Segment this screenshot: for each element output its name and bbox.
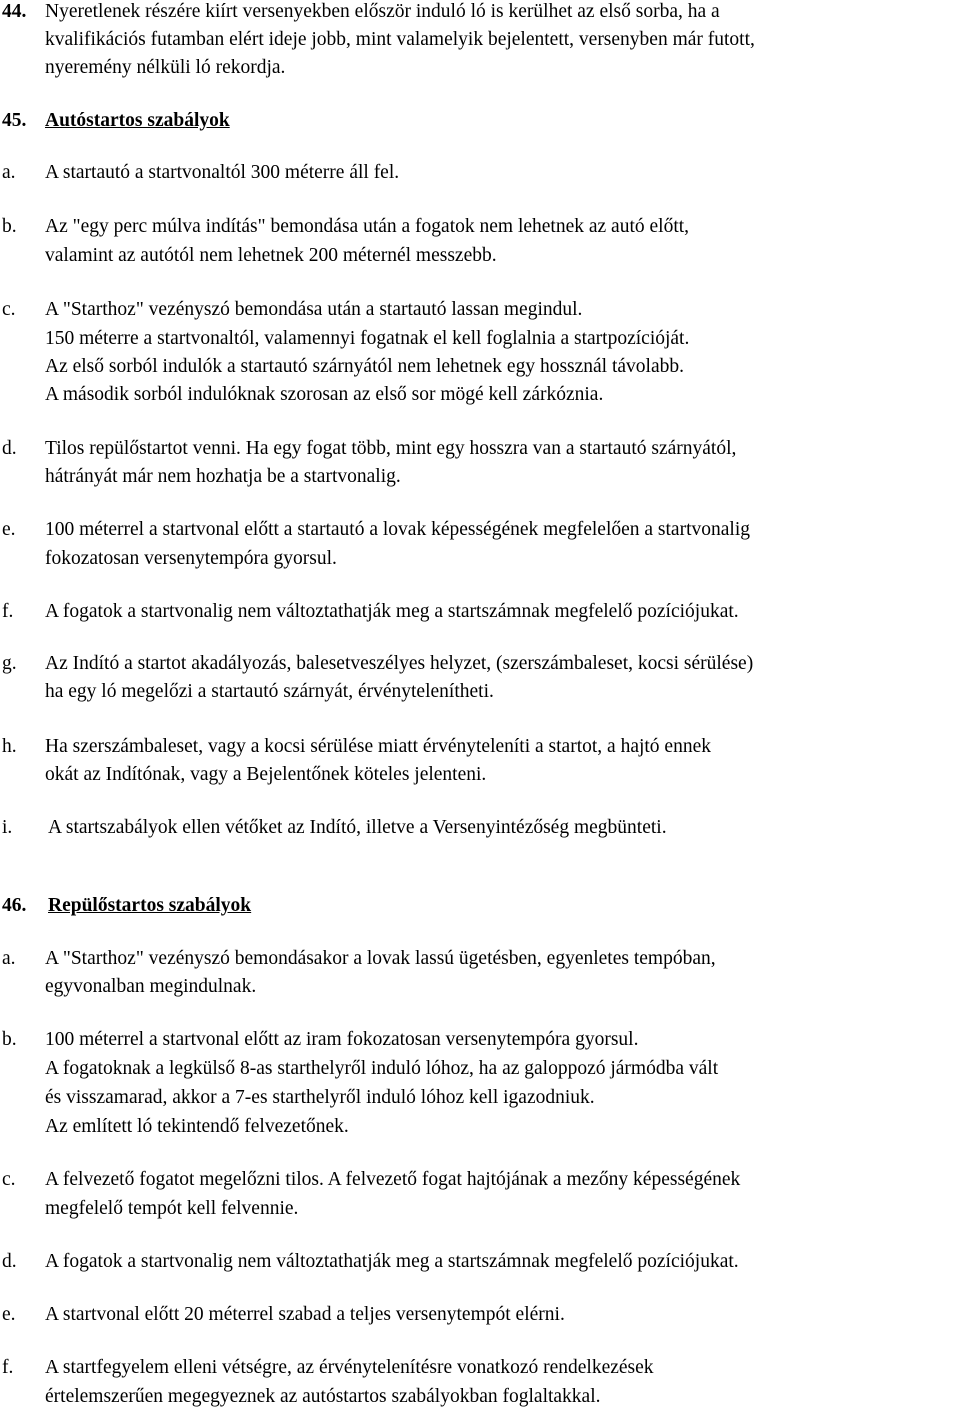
item-line: fokozatosan versenytempóra gyorsul. <box>45 548 337 569</box>
item-label: e. <box>2 1304 16 1325</box>
item-label: b. <box>2 1029 17 1050</box>
section-number: 45. <box>2 110 27 131</box>
item-label: c. <box>2 299 16 320</box>
item-label: d. <box>2 1251 17 1272</box>
item-line: hátrányát már nem hozhatja be a startvonalig. <box>45 466 401 487</box>
item-label: b. <box>2 216 17 237</box>
item-label: f. <box>2 1357 14 1378</box>
item-line: A "Starthoz" vezényszó bemondásakor a lovak lassú ügetésben, egyenletes tempóban, <box>45 948 716 969</box>
item-label: c. <box>2 1169 16 1190</box>
item-line: és visszamarad, akkor a 7-es starthelyről induló lóhoz kell igazodniuk. <box>45 1087 595 1108</box>
item-line: 100 méterrel a startvonal előtt a startautó a lovak képességének megfelelően a startvonalig <box>45 519 750 540</box>
item-line: Az "egy perc múlva indítás" bemondása után a fogatok nem lehetnek az autó előtt, <box>45 216 690 237</box>
section-number: 44. <box>2 1 27 22</box>
item-line: valamint az autótól nem lehetnek 200 méternél messzebb. <box>45 245 497 266</box>
item-line: A startautó a startvonaltól 300 méterre áll fel. <box>45 162 400 183</box>
item-line: megfelelő tempót kell felvennie. <box>45 1198 299 1219</box>
item-line: A startfegyelem elleni vétségre, az érvénytelenítésre vonatkozó rendelkezések <box>45 1357 654 1378</box>
section-heading: Autóstartos szabályok <box>45 110 230 131</box>
item-label: d. <box>2 438 17 459</box>
section-heading: Repülőstartos szabályok <box>48 895 252 916</box>
item-label: i. <box>2 817 13 838</box>
item-line: Az Indító a startot akadályozás, balesetveszélyes helyzet, (szerszámbaleset, kocsi sérülése) <box>45 653 754 674</box>
item-line: A második sorból indulóknak szorosan az első sor mögé kell zárkóznia. <box>45 384 604 405</box>
item-label: e. <box>2 519 16 540</box>
item-line: A fogatoknak a legkülső 8-as starthelyről induló lóhoz, ha az galoppozó jármódba vált <box>45 1058 719 1079</box>
item-line: egyvonalban megindulnak. <box>45 976 257 997</box>
item-line: 150 méterre a startvonaltól, valamennyi fogatnak el kell foglalnia a startpozícióját. <box>45 328 690 349</box>
item-line: Ha szerszámbaleset, vagy a kocsi sérülése miatt érvényteleníti a startot, a hajtó ennek <box>45 736 711 757</box>
item-label: a. <box>2 162 16 183</box>
item-line: okát az Indítónak, vagy a Bejelentőnek köteles jelenteni. <box>45 764 487 785</box>
item-line: Tilos repülőstartot venni. Ha egy fogat több, mint egy hosszra van a startautó szárnyától, <box>45 438 737 459</box>
item-line: A fogatok a startvonalig nem változtathatják meg a startszámnak megfelelő pozíciójukat. <box>45 1251 739 1272</box>
item-label: g. <box>2 653 17 674</box>
item-line: A startvonal előtt 20 méterrel szabad a teljes versenytempót elérni. <box>45 1304 565 1325</box>
section-number: 46. <box>2 895 27 916</box>
item-line: Az említett ló tekintendő felvezetőnek. <box>45 1116 349 1137</box>
item-label: a. <box>2 948 16 969</box>
item-line: A fogatok a startvonalig nem változtathatják meg a startszámnak megfelelő pozíciójukat. <box>45 601 739 622</box>
item-label: f. <box>2 601 14 622</box>
item-line: 100 méterrel a startvonal előtt az iram fokozatosan versenytempóra gyorsul. <box>45 1029 639 1050</box>
item-line: értelemszerűen megegyeznek az autóstartos szabályokban foglaltakkal. <box>45 1386 601 1407</box>
item-line: ha egy ló megelőzi a startautó szárnyát, érvényteleníthetі. <box>45 681 494 702</box>
paragraph-line: Nyeretlenek részére kiírt versenyekben először induló ló is kerülhet az első sorba, ha a <box>45 1 720 22</box>
item-line: A "Starthoz" vezényszó bemondása után a startautó lassan megindul. <box>45 299 583 320</box>
item-label: h. <box>2 736 17 757</box>
paragraph-line: kvalifikációs futamban elért ideje jobb, mint valamelyik bejelentett, versenyben már futott, <box>45 29 755 50</box>
item-line: A startszabályok ellen vétőket az Indító, illetve a Versenyintézőség megbünteti. <box>48 817 667 838</box>
item-line: Az első sorból indulók a startautó szárnyától nem lehetnek egy hossznál távolabb. <box>45 356 684 377</box>
item-line: A felvezető fogatot megelőzni tilos. A felvezető fogat hajtójának a mezőny képességének <box>45 1169 741 1190</box>
paragraph-line: nyeremény nélküli ló rekordja. <box>45 57 286 78</box>
